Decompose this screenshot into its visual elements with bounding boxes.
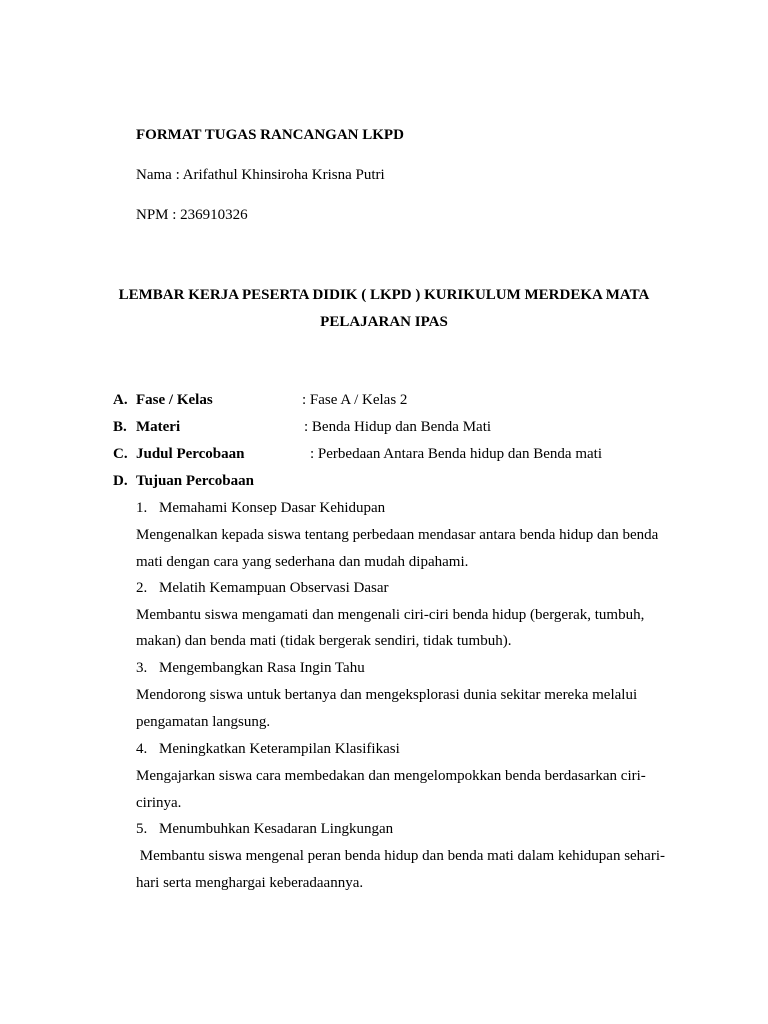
objective-description-line: Mengenalkan kepada siswa tentang perbedaan mendasar antara benda hidup dan benda — [136, 527, 659, 543]
section-label: Tujuan Percobaan — [136, 473, 254, 489]
objective-description-line: hari serta menghargai keberadaannya. — [136, 875, 364, 891]
objective-number: 4. — [136, 741, 148, 757]
objective-description-line: Mengajarkan siswa cara membedakan dan mengelompokkan benda berdasarkan ciri- — [136, 768, 646, 784]
section-value: : Perbedaan Antara Benda hidup dan Benda mati — [310, 446, 602, 462]
objective-number: 1. — [136, 500, 148, 516]
section-letter: A. — [113, 392, 128, 408]
student-npm: NPM : 236910326 — [136, 207, 248, 223]
section-value: : Benda Hidup dan Benda Mati — [304, 419, 492, 435]
objective-description-line: Mendorong siswa untuk bertanya dan mengeksplorasi dunia sekitar mereka melalui — [136, 687, 638, 703]
objective-title: Melatih Kemampuan Observasi Dasar — [159, 580, 389, 596]
student-name: Nama : Arifathul Khinsiroha Krisna Putri — [136, 167, 385, 183]
section-label: Fase / Kelas — [136, 392, 213, 408]
objective-title: Meningkatkan Keterampilan Klasifikasi — [159, 741, 400, 757]
objective-description-line: Membantu siswa mengamati dan mengenali ciri-ciri benda hidup (bergerak, tumbuh, — [136, 607, 645, 623]
objective-number: 5. — [136, 821, 148, 837]
objective-description-line: mati dengan cara yang sederhana dan mudah dipahami. — [136, 554, 469, 570]
objective-number: 3. — [136, 660, 148, 676]
objective-description-line: Membantu siswa mengenal peran benda hidup dan benda mati dalam kehidupan sehari- — [136, 848, 665, 864]
main-heading-line-1: LEMBAR KERJA PESERTA DIDIK ( LKPD ) KURIKULUM MERDEKA MATA — [118, 287, 650, 303]
section-value: : Fase A / Kelas 2 — [302, 392, 408, 408]
objective-number: 2. — [136, 580, 148, 596]
objective-description-line: makan) dan benda mati (tidak bergerak sendiri, tidak tumbuh). — [136, 633, 512, 649]
section-label: Judul Percobaan — [136, 446, 245, 462]
objective-description-line: pengamatan langsung. — [136, 714, 271, 730]
main-heading-line-2: PELAJARAN IPAS — [320, 314, 448, 330]
objective-title: Memahami Konsep Dasar Kehidupan — [159, 500, 386, 516]
section-letter: D. — [113, 473, 128, 489]
objective-title: Mengembangkan Rasa Ingin Tahu — [159, 660, 365, 676]
objective-title: Menumbuhkan Kesadaran Lingkungan — [159, 821, 394, 837]
section-label: Materi — [136, 419, 181, 435]
section-letter: B. — [113, 419, 127, 435]
section-letter: C. — [113, 446, 128, 462]
objective-description-line: cirinya. — [136, 795, 182, 811]
document-title: FORMAT TUGAS RANCANGAN LKPD — [136, 127, 404, 143]
